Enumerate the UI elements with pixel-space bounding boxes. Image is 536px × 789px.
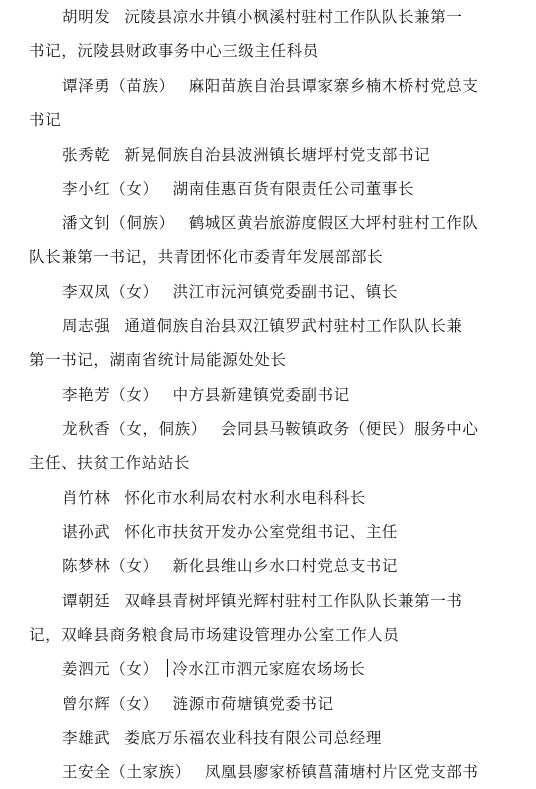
person-title: 新化县维山乡水口村党总支书记 [172,557,399,575]
person-title: 新晃侗族自治县波洲镇长塘坪村党支部书记 [124,146,431,164]
entry-line [62,519,532,545]
person-name: 谭朝廷 [62,592,111,610]
person-title: 洪江市沅河镇党委副书记、镇长 [172,283,399,301]
person-title: 怀化市水利局农村水利水电科科长 [124,489,366,507]
person-title: 通道侗族自治县双江镇罗武村驻村工作队队长兼 [124,317,463,335]
entry-line [62,485,532,511]
person-name: 王安全（土家族） [62,763,191,781]
entry-line [62,553,532,579]
person-name: 李双凤（女） [62,283,159,301]
person-title: 中方县新建镇党委副书记 [172,386,350,404]
person-title: 鹤城区黄岩旅游度假区大坪村驻村工作队 [188,214,479,232]
text-cursor [167,659,169,677]
entry-continuation: 队长兼第一书记，共青团怀化市委青年发展部部长 [29,248,384,266]
person-title: 麻阳苗族自治县谭家寨乡楠木桥村党总支 [188,77,479,95]
person-name: 周志强 [62,317,111,335]
person-name: 陈梦林（女） [62,557,159,575]
entry-line [62,73,532,99]
entry-line [62,279,532,305]
person-name: 肖竹林 [62,489,111,507]
person-name: 李小红（女） [62,180,159,198]
person-name: 潘文钊（侗族） [62,214,175,232]
person-title: 娄底万乐福农业科技有限公司总经理 [124,729,382,747]
entry-line [62,416,532,442]
entry-line [62,691,532,717]
person-name: 谌孙武 [62,523,111,541]
person-name: 胡明发 [62,8,111,26]
entry-line [62,210,532,236]
person-title: 涟源市荷塘镇党委书记 [172,695,334,713]
entry-continuation: 书记 [29,111,62,129]
entry-line [62,142,532,168]
entry-line [62,759,532,785]
person-title: 双峰县青树坪镇光辉村驻村工作队队长兼第一书 [124,592,463,610]
person-name: 谭泽勇（苗族） [62,77,175,95]
entry-line [62,382,532,408]
entry-line [62,588,532,614]
person-title: 凤凰县廖家桥镇菖蒲塘村片区党支部书 [204,763,479,781]
person-title: 怀化市扶贫开发办公室党组书记、主任 [124,523,399,541]
person-title: 会同县马鞍镇政务（便民）服务中心 [220,420,479,438]
entry-line [62,313,532,339]
person-title: 湖南佳惠百货有限责任公司董事长 [172,180,415,198]
person-name: 李艳芳（女） [62,386,159,404]
person-name: 曾尔辉（女） [62,695,159,713]
entry-line [62,725,532,751]
entry-continuation: 主任、扶贫工作站站长 [29,454,191,472]
entry-continuation: 书记，沅陵县财政事务中心三级主任科员 [29,42,319,60]
person-name: 张秀乾 [62,146,111,164]
entry-continuation: 记，双峰县商务粮食局市场建设管理办公室工作人员 [29,626,400,644]
person-title: 冷水江市泗元家庭农场场长 [172,660,366,678]
entry-line [62,656,532,682]
person-name: 姜泗元（女） [62,660,159,678]
entry-line [62,4,532,30]
entry-line [62,176,532,202]
person-name: 李雄武 [62,729,111,747]
entry-continuation: 第一书记，湖南省统计局能源处处长 [29,351,287,369]
person-title: 沅陵县凉水井镇小枫溪村驻村工作队队长兼第一 [124,8,463,26]
person-name: 龙秋香（女，侗族） [62,420,207,438]
